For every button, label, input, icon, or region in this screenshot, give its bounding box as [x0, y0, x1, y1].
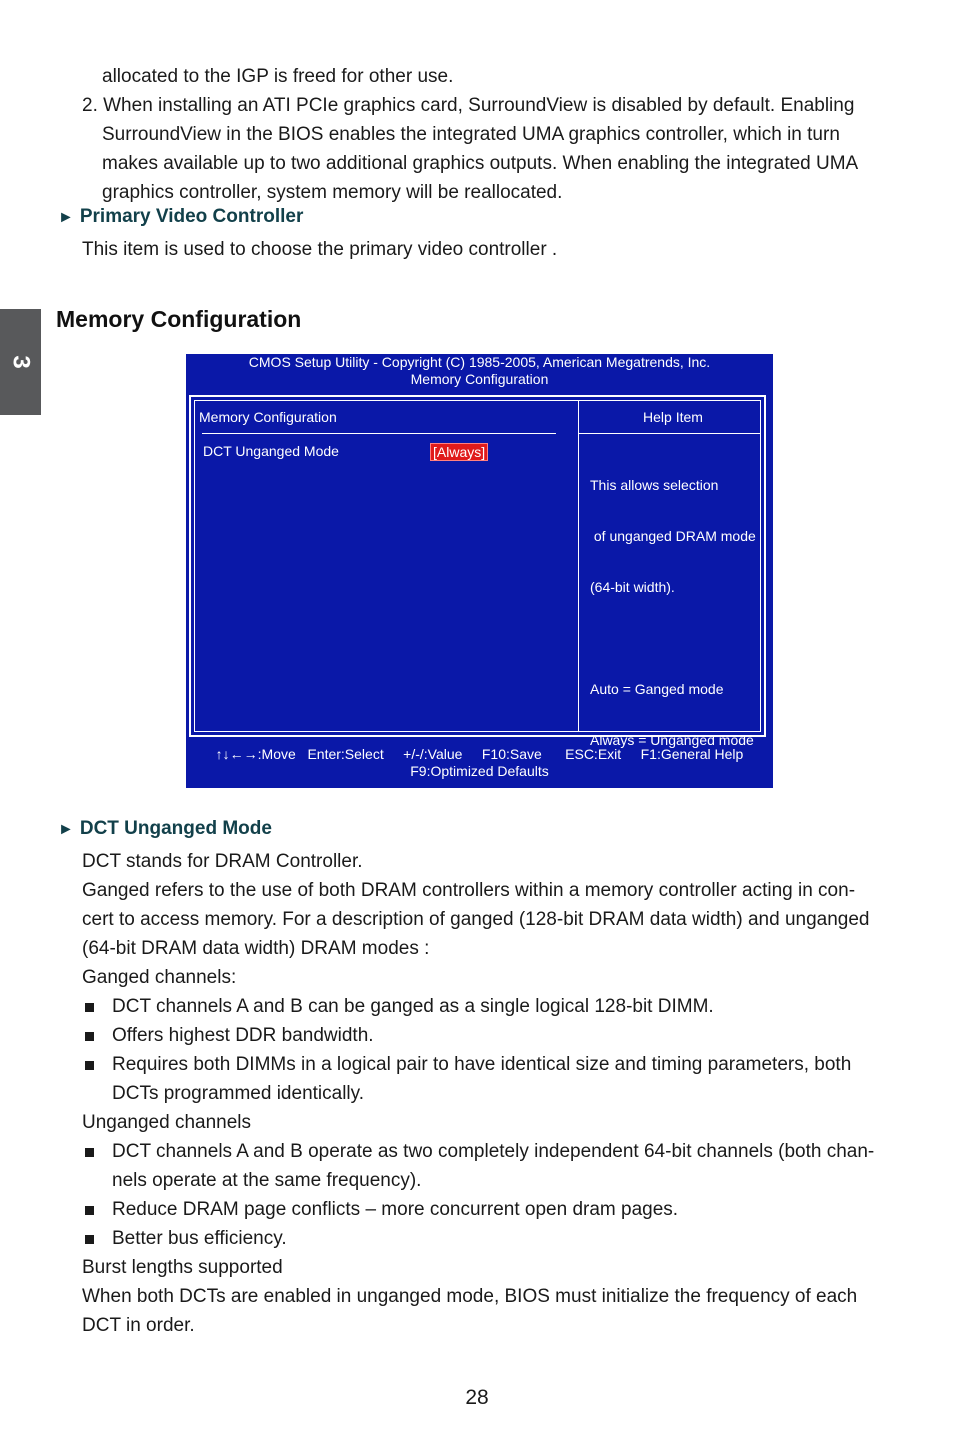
- bios-divider: [578, 401, 579, 731]
- section-title: Memory Configuration: [56, 306, 302, 332]
- ganged-label: Ganged channels:: [82, 967, 237, 988]
- bios-frame: [189, 395, 766, 748]
- bios-value-always[interactable]: [Always]: [430, 443, 488, 461]
- bios-left-title: Memory Configuration: [199, 409, 337, 425]
- page-number: 28: [465, 1386, 489, 1409]
- list-item: Requires both DIMMs in a logical pair to have identical size and timing parameters, both DCTs programmed identically.: [82, 1050, 872, 1108]
- chapter-tab: [0, 309, 41, 415]
- bios-header-title: Memory Configuration: [410, 371, 549, 387]
- list-item: Offers highest DDR bandwidth.: [82, 1021, 872, 1050]
- dct-paragraph: DCT stands for DRAM Controller.: [82, 851, 363, 872]
- burst-paragraph: DCT in order.: [82, 1315, 195, 1336]
- help-line: of unganged DRAM mode: [590, 528, 756, 544]
- bios-header-copyright: CMOS Setup Utility - Copyright (C) 1985-2005, American Megatrends, Inc.: [248, 354, 711, 370]
- bios-footer-keys: ↑↓←→:Move Enter:Select +/-/:Value F10:Save ESC:Exit F1:General Help: [215, 746, 744, 762]
- help-line: (64-bit width).: [590, 579, 675, 595]
- help-line: Auto = Ganged mode: [590, 681, 724, 697]
- dct-paragraph: cert to access memory. For a description of ganged (128-bit DRAM data width) and unganged: [82, 909, 870, 930]
- help-line: Always = Unganged mode: [590, 732, 754, 748]
- dct-paragraph: (64-bit DRAM data width) DRAM modes :: [82, 938, 430, 959]
- intro-item-2-cont: SurroundView in the BIOS enables the integrated UMA graphics controller, which in turn: [102, 124, 840, 145]
- list-item: DCT channels A and B operate as two completely independent 64-bit channels (both chan- nels operate at the same frequency).: [82, 1137, 897, 1195]
- bios-help-title: Help Item: [643, 409, 703, 425]
- dct-heading-text: DCT Unganged Mode: [79, 818, 272, 839]
- intro-item-2: 2. When installing an ATI PCIe graphics card, SurroundView is disabled by default. Enabling: [82, 95, 855, 116]
- primary-video-desc: This item is used to choose the primary video controller .: [82, 239, 558, 260]
- primary-video-heading-text: Primary Video Controller: [79, 206, 304, 227]
- bios-help-text: [590, 443, 756, 783]
- bios-left-divider: [202, 433, 556, 434]
- bios-footer-defaults: F9:Optimized Defaults: [410, 763, 549, 779]
- dct-paragraph: Ganged refers to the use of both DRAM controllers within a memory controller acting in con-: [82, 880, 856, 901]
- help-line: [590, 630, 756, 647]
- unganged-list: [82, 1137, 897, 1253]
- unganged-label: Unganged channels: [82, 1112, 252, 1133]
- burst-label: Burst lengths supported: [82, 1257, 283, 1278]
- list-item: Reduce DRAM page conflicts – more concurrent open dram pages.: [82, 1195, 897, 1224]
- primary-video-heading: [58, 206, 303, 228]
- bios-help-divider: [578, 433, 760, 434]
- bios-item-dct-unganged[interactable]: DCT Unganged Mode: [203, 443, 339, 459]
- list-item: DCT channels A and B can be ganged as a single logical 128-bit DIMM.: [82, 992, 872, 1021]
- burst-paragraph: When both DCTs are enabled in unganged mode, BIOS must initialize the frequency of each: [82, 1286, 858, 1307]
- dct-heading: [58, 818, 272, 840]
- triangle-bullet-icon: ►: [58, 821, 74, 838]
- help-line: This allows selection: [590, 477, 719, 493]
- intro-item-2-cont: graphics controller, system memory will be reallocated.: [102, 182, 563, 203]
- list-item: Better bus efficiency.: [82, 1224, 897, 1253]
- triangle-bullet-icon: ►: [58, 209, 74, 226]
- dct-body: [82, 847, 912, 1340]
- bios-panel: [194, 400, 761, 748]
- ganged-list: [82, 992, 872, 1108]
- chapter-number: 3: [7, 355, 35, 369]
- bios-screen: [186, 354, 773, 788]
- intro-item-2-cont: makes available up to two additional graphics outputs. When enabling the integrated UMA: [102, 153, 859, 174]
- bios-item-value[interactable]: [430, 444, 488, 460]
- intro-line: allocated to the IGP is freed for other use.: [102, 66, 454, 87]
